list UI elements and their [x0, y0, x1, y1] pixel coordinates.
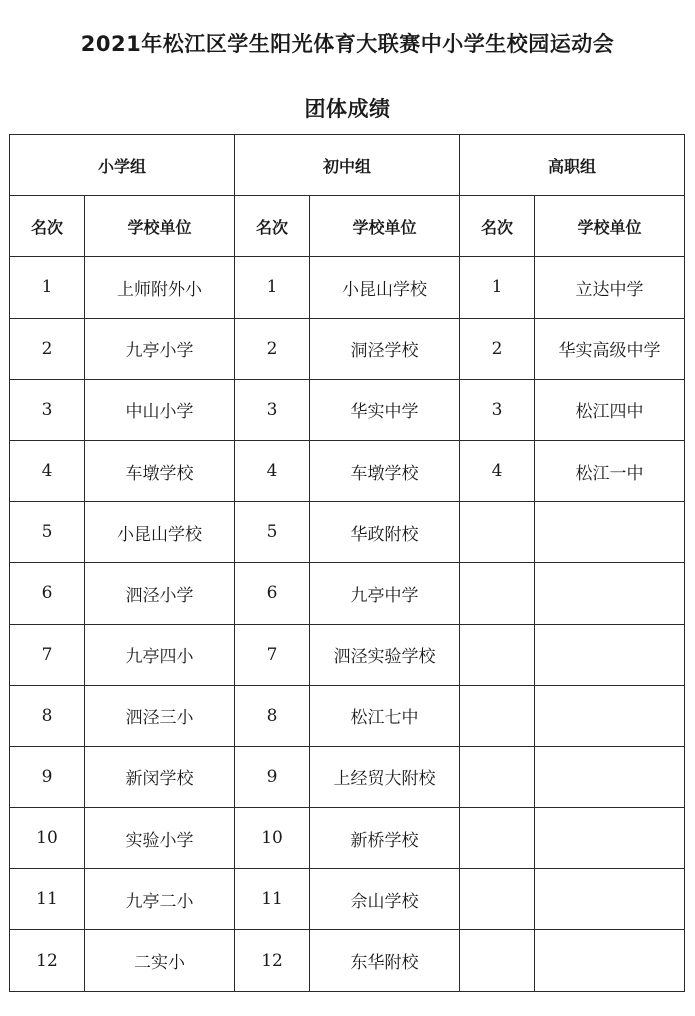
middle-rank-cell: 11 — [235, 869, 310, 930]
vocational-school-cell — [535, 502, 685, 563]
primary-school-cell: 车墩学校 — [85, 440, 235, 501]
vocational-school-cell — [535, 563, 685, 624]
middle-school-cell: 洞泾学校 — [310, 318, 460, 379]
vocational-school-cell — [535, 746, 685, 807]
results-table — [9, 134, 685, 992]
primary-school-cell: 泗泾小学 — [85, 563, 235, 624]
rank-header: 名次 — [460, 196, 535, 257]
primary-rank-cell: 4 — [10, 440, 85, 501]
rank-header: 名次 — [235, 196, 310, 257]
table-row — [10, 257, 685, 318]
table-row — [10, 869, 685, 930]
middle-rank-cell: 9 — [235, 746, 310, 807]
primary-school-cell: 九亭二小 — [85, 869, 235, 930]
vocational-rank-cell: 3 — [460, 379, 535, 440]
group-header-middle: 初中组 — [235, 135, 460, 196]
group-header-row — [10, 135, 685, 196]
vocational-rank-cell — [460, 563, 535, 624]
school-header: 学校单位 — [310, 196, 460, 257]
middle-school-cell: 上经贸大附校 — [310, 746, 460, 807]
middle-school-cell: 华实中学 — [310, 379, 460, 440]
table-row — [10, 746, 685, 807]
primary-school-cell: 九亭四小 — [85, 624, 235, 685]
vocational-rank-cell — [460, 930, 535, 991]
vocational-rank-cell: 4 — [460, 440, 535, 501]
vocational-rank-cell: 2 — [460, 318, 535, 379]
primary-school-cell: 小昆山学校 — [85, 502, 235, 563]
primary-school-cell: 二实小 — [85, 930, 235, 991]
vocational-school-cell — [535, 808, 685, 869]
vocational-school-cell: 华实高级中学 — [535, 318, 685, 379]
vocational-school-cell — [535, 869, 685, 930]
primary-school-cell: 泗泾三小 — [85, 685, 235, 746]
table-row — [10, 685, 685, 746]
middle-school-cell: 九亭中学 — [310, 563, 460, 624]
middle-rank-cell: 7 — [235, 624, 310, 685]
school-header: 学校单位 — [85, 196, 235, 257]
vocational-rank-cell — [460, 746, 535, 807]
vocational-rank-cell — [460, 808, 535, 869]
middle-school-cell: 佘山学校 — [310, 869, 460, 930]
primary-school-cell: 中山小学 — [85, 379, 235, 440]
table-row — [10, 502, 685, 563]
middle-school-cell: 松江七中 — [310, 685, 460, 746]
column-header-row — [10, 196, 685, 257]
results-body — [10, 257, 685, 991]
table-row — [10, 808, 685, 869]
vocational-school-cell — [535, 685, 685, 746]
primary-rank-cell: 1 — [10, 257, 85, 318]
primary-rank-cell: 12 — [10, 930, 85, 991]
school-header: 学校单位 — [535, 196, 685, 257]
middle-rank-cell: 10 — [235, 808, 310, 869]
vocational-rank-cell: 1 — [460, 257, 535, 318]
middle-rank-cell: 1 — [235, 257, 310, 318]
middle-school-cell: 华政附校 — [310, 502, 460, 563]
primary-rank-cell: 8 — [10, 685, 85, 746]
document-title: 2021年松江区学生阳光体育大联赛中小学生校园运动会 — [80, 32, 615, 56]
table-row — [10, 930, 685, 991]
primary-school-cell: 实验小学 — [85, 808, 235, 869]
middle-school-cell: 泗泾实验学校 — [310, 624, 460, 685]
middle-school-cell: 东华附校 — [310, 930, 460, 991]
rank-header: 名次 — [10, 196, 85, 257]
middle-rank-cell: 12 — [235, 930, 310, 991]
primary-rank-cell: 5 — [10, 502, 85, 563]
middle-rank-cell: 2 — [235, 318, 310, 379]
middle-rank-cell: 8 — [235, 685, 310, 746]
table-row — [10, 318, 685, 379]
primary-rank-cell: 10 — [10, 808, 85, 869]
middle-school-cell: 车墩学校 — [310, 440, 460, 501]
middle-school-cell: 新桥学校 — [310, 808, 460, 869]
table-row — [10, 563, 685, 624]
vocational-rank-cell — [460, 685, 535, 746]
vocational-school-cell — [535, 624, 685, 685]
primary-rank-cell: 9 — [10, 746, 85, 807]
primary-rank-cell: 2 — [10, 318, 85, 379]
primary-rank-cell: 3 — [10, 379, 85, 440]
primary-rank-cell: 7 — [10, 624, 85, 685]
vocational-rank-cell — [460, 624, 535, 685]
vocational-school-cell — [535, 930, 685, 991]
primary-school-cell: 九亭小学 — [85, 318, 235, 379]
group-header-vocational: 高职组 — [460, 135, 685, 196]
vocational-rank-cell — [460, 869, 535, 930]
vocational-school-cell: 立达中学 — [535, 257, 685, 318]
middle-rank-cell: 5 — [235, 502, 310, 563]
vocational-school-cell: 松江四中 — [535, 379, 685, 440]
vocational-rank-cell — [460, 502, 535, 563]
primary-school-cell: 上师附外小 — [85, 257, 235, 318]
group-header-primary: 小学组 — [10, 135, 235, 196]
primary-rank-cell: 6 — [10, 563, 85, 624]
primary-school-cell: 新闵学校 — [85, 746, 235, 807]
table-row — [10, 624, 685, 685]
table-row — [10, 440, 685, 501]
middle-rank-cell: 4 — [235, 440, 310, 501]
middle-rank-cell: 3 — [235, 379, 310, 440]
primary-rank-cell: 11 — [10, 869, 85, 930]
vocational-school-cell: 松江一中 — [535, 440, 685, 501]
document-subtitle: 团体成绩 — [304, 97, 391, 121]
middle-school-cell: 小昆山学校 — [310, 257, 460, 318]
table-row — [10, 379, 685, 440]
middle-rank-cell: 6 — [235, 563, 310, 624]
